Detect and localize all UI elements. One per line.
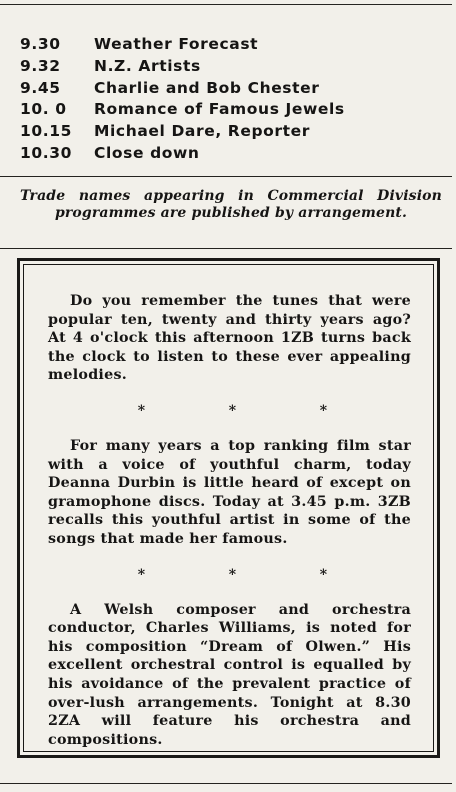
- star-glyph: *: [319, 402, 328, 419]
- schedule-row: [20, 99, 440, 121]
- star-glyph: *: [228, 566, 237, 583]
- star-glyph: *: [228, 402, 237, 419]
- schedule-row: [20, 143, 440, 165]
- schedule-row: [20, 56, 440, 78]
- paragraph-tunes-1zb: Do you remember the tunes that were popular ten, twenty and thirty years ago? At 4 o'clock this afternoon 1ZB turns back the clock to listen to these ever appealing melodies.: [48, 293, 411, 384]
- schedule-time: 9.32: [20, 56, 61, 75]
- section-divider: [0, 176, 452, 177]
- top-rule: [0, 4, 452, 5]
- schedule-row: [20, 34, 440, 56]
- schedule-time: 9.45: [20, 78, 61, 97]
- star-separator: [48, 402, 411, 420]
- schedule-title: Michael Dare, Reporter: [94, 122, 311, 141]
- schedule-title: Romance of Famous Jewels: [94, 100, 345, 119]
- section-divider: [0, 248, 452, 249]
- schedule-time: 10.30: [20, 143, 73, 162]
- schedule-time: 9.30: [20, 35, 61, 53]
- star-glyph: *: [319, 566, 328, 583]
- schedule-row: [20, 121, 440, 143]
- star-separator: [48, 566, 411, 584]
- program-schedule: [20, 34, 440, 165]
- paragraph-charles-williams-2za: A Welsh composer and orchestra conductor, Charles Williams, is noted for his composition “Dream of Olwen.” His excellent orchestral control is equalled by his avoidance of the prevalent practice of over-lush arrangements. Tonight at 8.30 2ZA will feature his orchestra and compositions.: [48, 601, 411, 748]
- boxed-panel-text: [48, 292, 411, 749]
- star-glyph: *: [137, 402, 146, 419]
- trade-names-notice: Trade names appearing in Commercial Division programmes are published by arrangement.: [20, 188, 442, 221]
- schedule-title: Charlie and Bob Chester: [94, 78, 320, 97]
- schedule-time: 10.15: [20, 122, 73, 141]
- star-glyph: *: [137, 566, 146, 583]
- schedule-title: Close down: [94, 143, 200, 162]
- paragraph-deanna-durbin-3zb: For many years a top ranking film star with a voice of youthful charm, today Deanna Durbin is little heard of except on gramophone discs. Today at 3.45 p.m. 3ZB recalls this youthful artist in some of the songs that made her famous.: [48, 437, 411, 547]
- schedule-row: [20, 78, 440, 100]
- bottom-rule: [0, 783, 452, 784]
- schedule-title: N.Z. Artists: [94, 56, 201, 75]
- schedule-time: 10. 0: [20, 100, 67, 119]
- schedule-title: Weather Forecast: [94, 35, 259, 53]
